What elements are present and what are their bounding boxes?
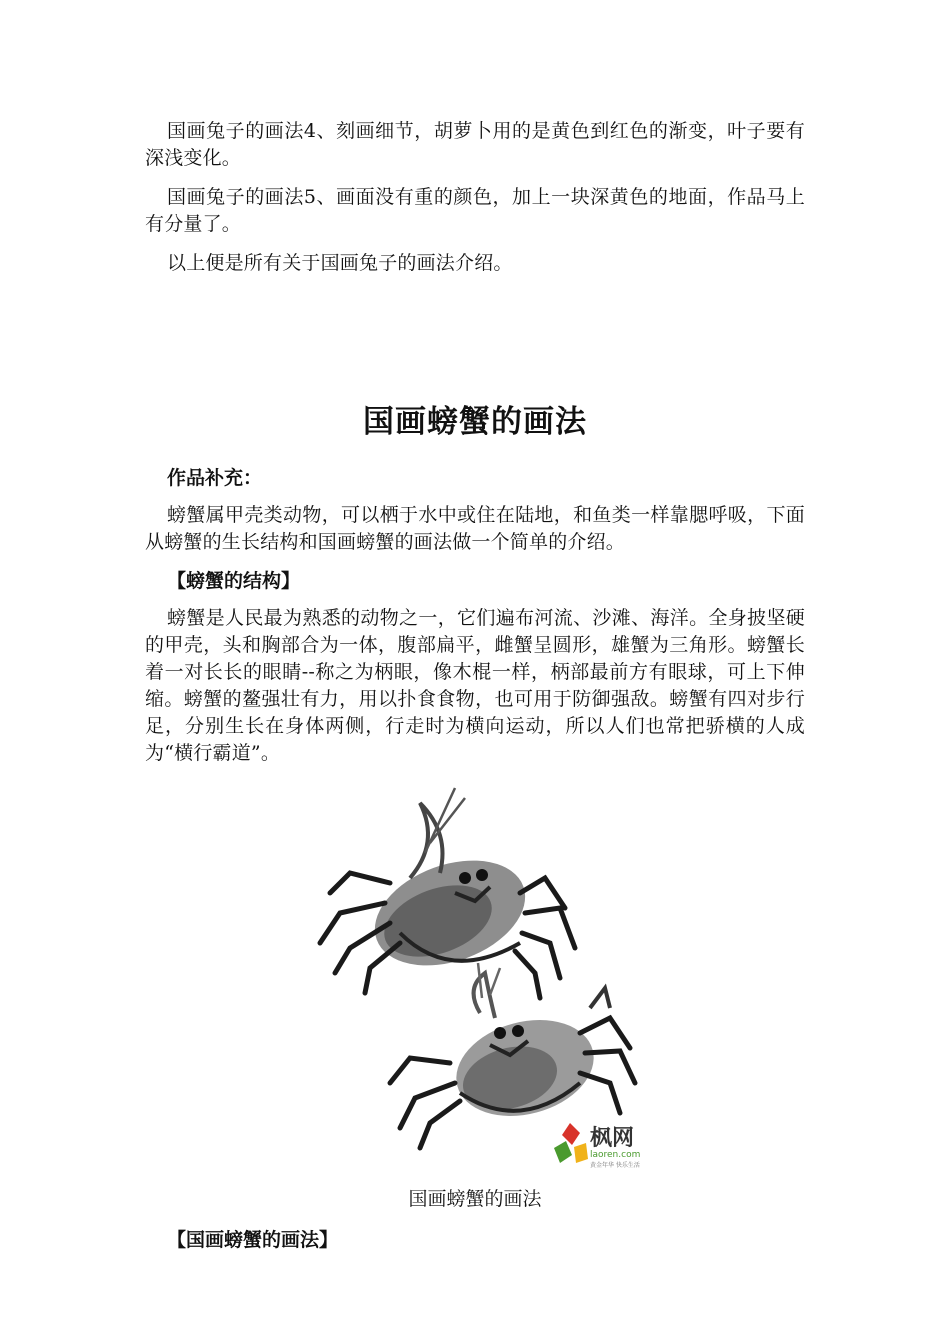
painting-background xyxy=(290,783,660,1178)
logo-slogan: 黄金年华 快乐生活 xyxy=(590,1162,640,1169)
intro-paragraph-1: 国画兔子的画法4、刻画细节，胡萝卜用的是黄色到红色的渐变，叶子要有深浅变化。 xyxy=(145,120,805,169)
structure-paragraph: 螃蟹是人民最为熟悉的动物之一，它们遍布河流、沙滩、海洋。全身披坚硬的甲壳，头和胸部合为一体，腹部扁平，雌蟹呈圆形，雄蟹为三角形。螃蟹长着一对长长的眼睛--称之为柄眼，像木棍一样，柄部最前方有眼球，可上下伸缩。螃蟹的鳌强壮有力，用以扑食食物，也可用于防御强敌。螃蟹有四对步行足，分别生长在身体两侧，行走时为横向运动，所以人们也常把骄横的人成为“横行霸道”。 xyxy=(145,607,805,764)
structure-heading: 【螃蟹的结构】 xyxy=(167,570,301,592)
crab-painting-figure xyxy=(145,783,805,1213)
logo-text: 枫网 xyxy=(590,1126,635,1151)
method-heading: 【国画螃蟹的画法】 xyxy=(167,1229,339,1251)
crab-painting-image xyxy=(290,783,660,1178)
document-page xyxy=(145,118,805,1264)
intro-paragraph-2: 国画兔子的画法5、画面没有重的颜色，加上一块深黄色的地面，作品马上有分量了。 xyxy=(145,186,805,235)
logo-url: laoren.com xyxy=(590,1150,641,1160)
intro-paragraph-3: 以上便是所有关于国画兔子的画法介绍。 xyxy=(167,252,513,274)
article-title: 国画螃蟹的画法 xyxy=(363,404,587,440)
supplement-paragraph: 螃蟹属甲壳类动物，可以栖于水中或住在陆地，和鱼类一样靠腮呼吸，下面从螃蟹的生长结构和国画螃蟹的画法做一个简单的介绍。 xyxy=(145,504,805,553)
figure-caption: 国画螃蟹的画法 xyxy=(408,1188,542,1210)
supplement-label: 作品补充： xyxy=(167,467,263,489)
section-spacer xyxy=(145,289,805,401)
